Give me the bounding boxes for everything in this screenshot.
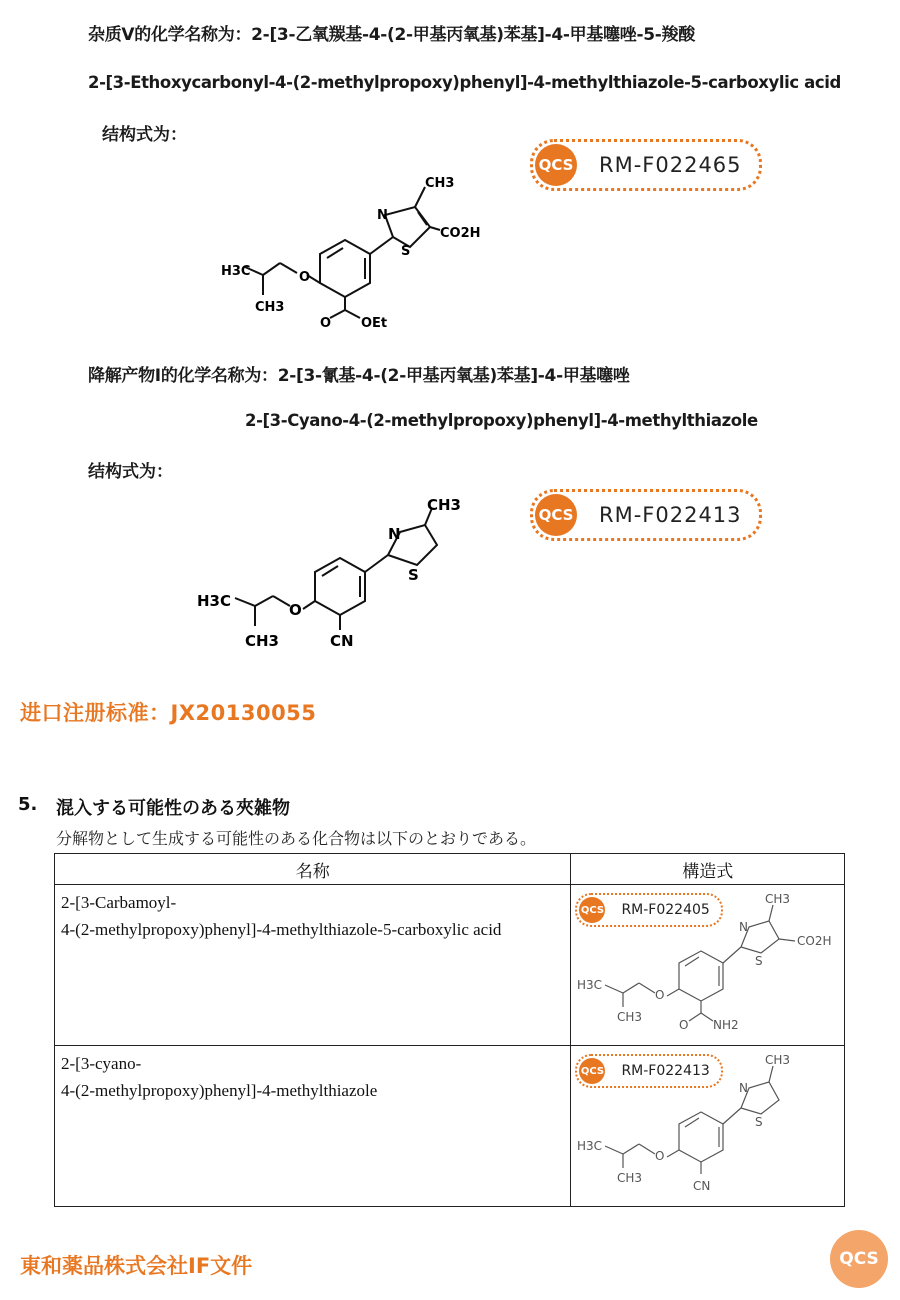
- ch3-label: CH3: [245, 632, 279, 650]
- table-row: [55, 1046, 845, 1207]
- compound-name: [55, 885, 571, 1046]
- o-label: O: [299, 270, 311, 285]
- cn-label: CN: [693, 1179, 711, 1193]
- ch3-label: CH3: [425, 176, 455, 191]
- section-title: 混入する可能性のある夾雑物: [56, 798, 290, 819]
- s-label: S: [755, 1115, 764, 1129]
- s-label: S: [755, 954, 764, 968]
- nh2-label: NH2: [713, 1018, 740, 1032]
- n-label: N: [377, 208, 388, 223]
- impurity-v-cn-label: 杂质Ⅴ的化学名称为：2-[3-乙氧羰基-4-(2-甲基丙氧基)苯基]-4-甲基噻唑-5-羧酸: [88, 25, 695, 45]
- degradation-i-structure-label: 结构式为：: [88, 462, 173, 482]
- o-label: O: [655, 1149, 665, 1163]
- qcs-logo-icon: QCS: [535, 494, 577, 536]
- h3c-label: H3C: [221, 264, 251, 279]
- h3c-label: H3C: [197, 592, 231, 610]
- product-code: RM-F022465: [599, 153, 742, 177]
- compound-name-line: 2-[3-cyano-: [61, 1054, 142, 1073]
- structure-carbamoyl: [573, 889, 843, 1039]
- column-header-structure: 構造式: [571, 854, 845, 885]
- ch3-label: CH3: [617, 1010, 643, 1024]
- section-number: 5.: [18, 794, 38, 815]
- table-row: [55, 885, 845, 1046]
- h3c-label: H3C: [577, 1139, 603, 1153]
- ch3-label: CH3: [765, 892, 791, 906]
- compound-name: [55, 1046, 571, 1207]
- structure-degradation-i: [195, 490, 495, 660]
- s-label: S: [408, 566, 419, 584]
- ch3-label: CH3: [765, 1053, 791, 1067]
- n-label: N: [388, 525, 401, 543]
- co2h-label: CO2H: [440, 226, 481, 241]
- structure-cell: [571, 885, 845, 1046]
- ch3-label: CH3: [427, 496, 461, 514]
- h3c-label: H3C: [577, 978, 603, 992]
- ch3-label: CH3: [617, 1171, 643, 1185]
- compound-name-line: 4-(2-methylpropoxy)phenyl]-4-methylthiazole: [61, 1081, 378, 1100]
- qcs-logo-icon: QCS: [535, 144, 577, 186]
- impurity-table: [54, 853, 845, 1207]
- qcs-logo-icon: [830, 1230, 888, 1288]
- o-label: O: [289, 601, 302, 619]
- o-label: O: [320, 316, 332, 331]
- impurity-v-en-name: 2-[3-Ethoxycarbonyl-4-(2-methylpropoxy)phenyl]-4-methylthiazole-5-carboxylic acid: [88, 73, 841, 92]
- structure-cell: [571, 1046, 845, 1207]
- section-subtitle: 分解物として生成する可能性のある化合物は以下のとおりである。: [56, 829, 537, 848]
- compound-name-line: 2-[3-Carbamoyl-: [61, 893, 177, 912]
- n-label: N: [739, 920, 749, 934]
- import-standard: 进口注册标准：JX20130055: [20, 701, 317, 725]
- s-label: S: [401, 244, 411, 259]
- structure-cyano: [573, 1050, 843, 1200]
- table-header-row: [55, 854, 845, 885]
- n-label: N: [739, 1081, 749, 1095]
- ch3-label: CH3: [255, 300, 285, 315]
- degradation-i-en-name: 2-[3-Cyano-4-(2-methylpropoxy)phenyl]-4-methylthiazole: [245, 411, 758, 430]
- qcs-logo-icon: QCS: [579, 1058, 605, 1084]
- brand-mark: QCS: [839, 1249, 879, 1269]
- o-label: O: [679, 1018, 689, 1032]
- product-code: RM-F022413: [599, 503, 742, 527]
- footer-source: 東和薬品株式会社IF文件: [20, 1254, 253, 1278]
- oet-label: OEt: [361, 316, 388, 331]
- cn-label: CN: [330, 632, 354, 650]
- product-code-badge[interactable]: [530, 489, 762, 541]
- qcs-logo-icon: QCS: [579, 897, 605, 923]
- product-code: RM-F022405: [621, 902, 710, 918]
- product-code: RM-F022413: [621, 1063, 710, 1079]
- product-code-badge[interactable]: [530, 139, 762, 191]
- o-label: O: [655, 988, 665, 1002]
- co2h-label: CO2H: [797, 934, 832, 948]
- column-header-name: 名称: [55, 854, 571, 885]
- compound-name-line: 4-(2-methylpropoxy)phenyl]-4-methylthiazole-5-carboxylic acid: [61, 920, 502, 939]
- structure-impurity-v: [215, 175, 515, 335]
- degradation-i-cn-label: 降解产物Ⅰ的化学名称为：2-[3-氰基-4-(2-甲基丙氧基)苯基]-4-甲基噻唑: [88, 366, 630, 386]
- impurity-v-structure-label: 结构式为：: [102, 125, 187, 145]
